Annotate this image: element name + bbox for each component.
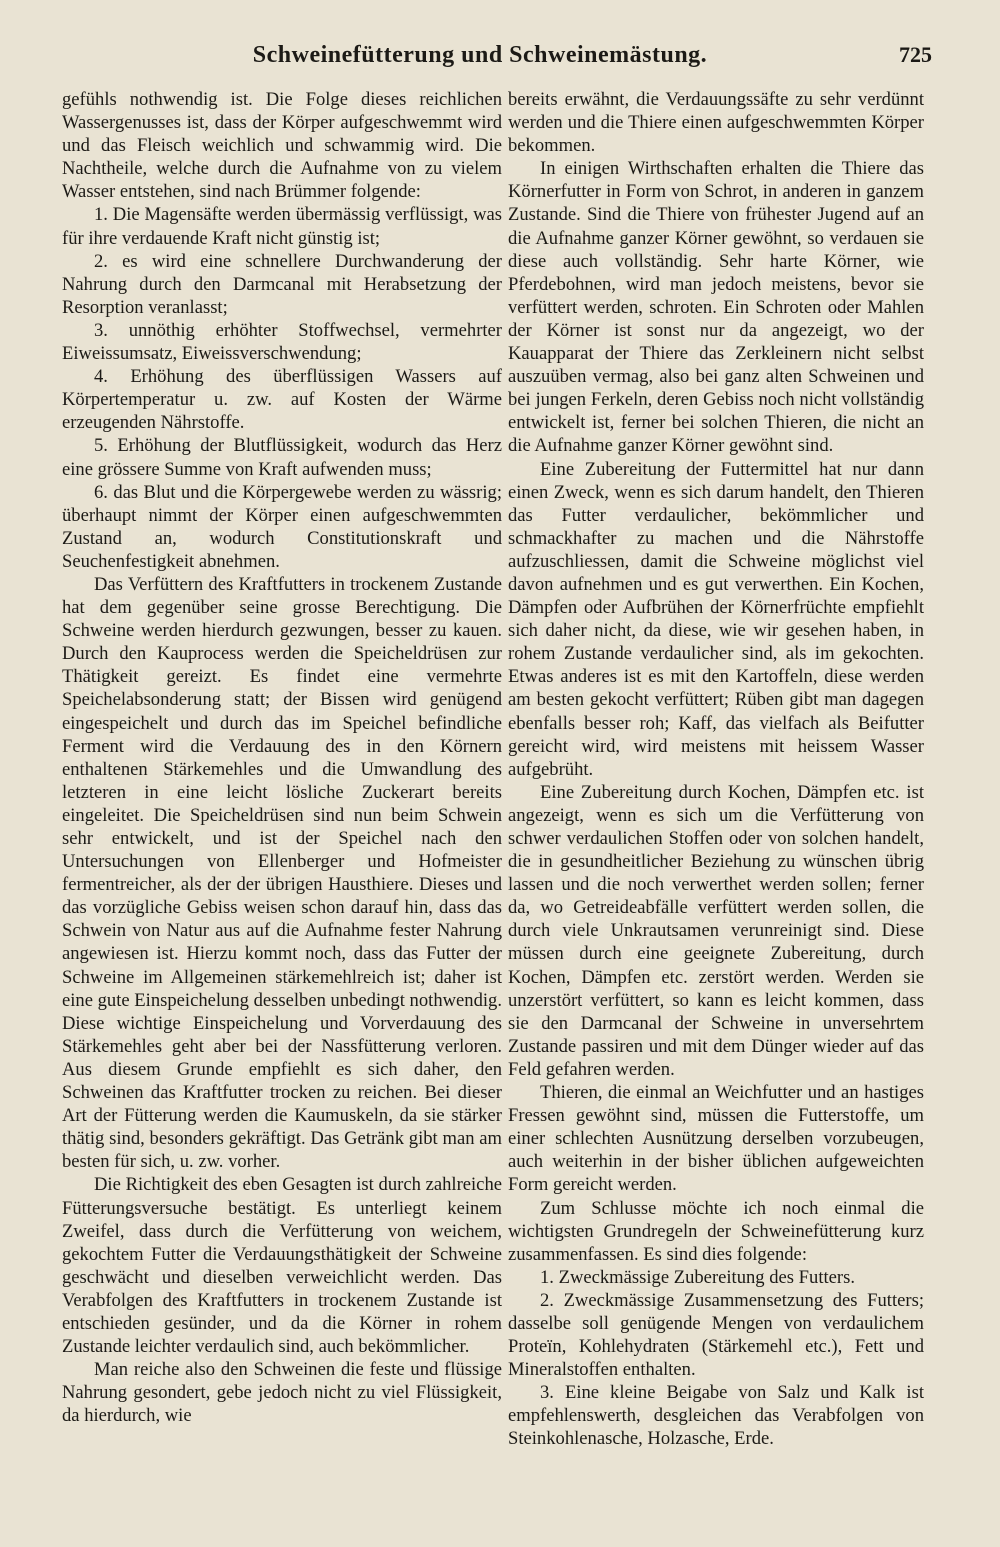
left-column [62,88,502,1427]
page-number: 725 [899,42,932,67]
running-head [0,30,1000,80]
paragraph: Man reiche also den Schweinen die feste und flüssige Nahrung gesondert, gebe jedoch nicht zu viel Flüssigkeit, da hierdurch, wie [62,1359,502,1427]
paragraph: Thieren, die einmal an Weichfutter und an hastiges Fressen gewöhnt sind, müssen die Futterstoffe, um einer schlechten Ausnützung derselben vorzubeugen, auch weiterhin in der bisher üblichen aufgeweichten Form gereicht werden. [508,1082,924,1196]
list-item: 2. Zweckmässige Zusammensetzung des Futters; dasselbe soll genügende Mengen von verdaulichem Proteïn, Kohlehydraten (Stärkemehl etc.), Fett und Mineralstoffen enthalten. [508,1289,924,1381]
list-item: 6. das Blut und die Körpergewebe werden zu wässrig; überhaupt nimmt der Körper einen aufgeschwemmten Zustand an, wodurch Constitutionskraft und Seuchenfestigkeit abnehmen. [62,481,502,572]
paragraph: Eine Zubereitung durch Kochen, Dämpfen etc. ist angezeigt, wenn es sich um die Verfütterung von schwer verdaulichen Stoffen oder von solchen handelt, die in gesundheitlicher Beziehung zu wünschen übrig lassen und die noch verwerthet werden sollen; ferner da, wo Getreideabfälle verfüttert werden sollen, die durch viele Unkrautsamen verunreinigt sind. Diese müssen durch eine geeignete Zubereitung, durch Kochen, Dämpfen etc. zerstört werden. Werden sie unzerstört verfüttert, so kann es leicht kommen, dass sie den Darmcanal der Schweine in unversehrtem Zustande passiren und mit dem Dünger wieder auf das Feld gefahren werden. [508,781,924,1080]
paragraph: Eine Zubereitung der Futtermittel hat nur dann einen Zweck, wenn es sich darum handelt, den Thieren das Futter verdaulicher, bekömmlicher und schmackhafter zu machen und die Nährstoffe aufzuschliessen, damit die Schweine möglichst viel davon aufnehmen und es gut verwerthen. Ein Kochen, Dämpfen oder Aufbrühen der Körnerfrüchte empfiehlt sich daher nicht, da diese, wie wir gesehen haben, in rohem Zustande verdaulicher sind, als im gekochten. Etwas anderes ist es mit den Kartoffeln, diese werden am besten gekocht verfüttert; Rüben gibt man dagegen ebenfalls besser roh; Kaff, das vielfach als Beifutter gereicht wird, wird meistens mit heissem Wasser aufgebrüht. [508,458,924,780]
list-item: 1. Die Magensäfte werden übermässig verflüssigt, was für ihre verdauende Kraft nicht günstig ist; [62,204,502,249]
list-item: 3. unnöthig erhöhter Stoffwechsel, vermehrter Eiweissumsatz, Eiweissverschwendung; [62,319,502,365]
list-item: 2. es wird eine schnellere Durchwanderung der Nahrung durch den Darmcanal mit Herabsetzung der Resorption veranlasst; [62,250,502,318]
list-item: 3. Eine kleine Beigabe von Salz und Kalk ist empfehlenswerth, desgleichen das Verabfolgen von Steinkohlenasche, Holzasche, Erde. [508,1382,924,1450]
page-title: Schweinefütterung und Schweinemästung. [252,42,708,68]
paragraph: gefühls nothwendig ist. Die Folge dieses reichlichen Wassergenusses ist, dass der Körper aufgeschwemmt wird und das Fleisch weichlich und schwammig wird. Die Nachtheile, welche durch die Aufnahme von zu vielem Wasser entstehen, sind nach Brümmer folgende: [62,89,502,203]
paragraph: bereits erwähnt, die Verdauungssäfte zu sehr verdünnt werden und die Thiere einen aufgeschwemmten Körper bekommen. [508,89,924,157]
list-item: 4. Erhöhung des überflüssigen Wassers auf Körpertemperatur u. zw. auf Kosten der Wärme erzeugenden Nährstoffe. [62,366,502,434]
list-item: 5. Erhöhung der Blutflüssigkeit, wodurch das Herz eine grössere Summe von Kraft aufwenden muss; [62,435,502,480]
paragraph: Zum Schlusse möchte ich noch einmal die wichtigsten Grundregeln der Schweinefütterung kurz zusammenfassen. Es sind dies folgende: [508,1197,924,1265]
paragraph: Die Richtigkeit des eben Gesagten ist durch zahlreiche Fütterungsversuche bestätigt. Es unterliegt keinem Zweifel, dass durch die Verfütterung von weichem, gekochtem Futter die Verdauungsthätigkeit der Schweine geschwächt und dieselben verweichlicht werden. Das Verabfolgen des Kraftfutters in trockenem Zustande ist entschieden gesünder, und da die Körner in rohem Zustande leichter verdaulich sind, auch bekömmlicher. [62,1174,502,1358]
paragraph: In einigen Wirthschaften erhalten die Thiere das Körnerfutter in Form von Schrot, in anderen in ganzem Zustande. Sind die Thiere von frühester Jugend auf an die Aufnahme ganzer Körner gewöhnt, so verdauen sie diese auch vollständig. Sehr harte Körner, wie Pferdebohnen, wird man jedoch meistens, bevor sie verfüttert werden, schroten. Ein Schroten oder Mahlen der Körner ist sonst nur da angezeigt, wo der Kauapparat der Thiere das Zerkleinern nicht selbst auszuüben vermag, also bei ganz alten Schweinen und bei jungen Ferkeln, deren Gebiss noch nicht vollständig entwickelt ist, ferner bei solchen Thieren, die nicht an die Aufnahme ganzer Körner gewöhnt sind. [508,158,924,457]
right-column [508,88,924,1451]
list-item: 1. Zweckmässige Zubereitung des Futters. [540,1266,855,1288]
paragraph: Das Verfüttern des Kraftfutters in trockenem Zustande hat dem gegenüber seine grosse Berechtigung. Die Schweine werden hierdurch gezwungen, besser zu kauen. Durch den Kauprocess werden die Speicheldrüsen zur Thätigkeit gereizt. Es findet eine vermehrte Speichelabsonderung statt; der Bissen wird genügend eingespeichelt und durch das im Speichel befindliche Ferment wird die Verdauung des in den Körnern enthaltenen Stärkemehles und die Umwandlung des letzteren in eine leicht lösliche Zuckerart bereits eingeleitet. Die Speicheldrüsen sind nun beim Schwein sehr entwickelt, und ist der Speichel nach den Untersuchungen von Ellenberger und Hofmeister fermentreicher, als der der übrigen Hausthiere. Dieses und das vorzügliche Gebiss weisen schon darauf hin, dass das Schwein von Natur aus auf die Aufnahme fester Nahrung angewiesen ist. Hierzu kommt noch, dass das Futter der Schweine im Allgemeinen stärkemehlreich ist; daher ist eine gute Einspeichelung desselben unbedingt nothwendig. Diese wichtige Einspeichelung und Vorverdauung des Stärkemehles geht aber bei der Nassfütterung verloren. Aus diesem Grunde empfiehlt es sich daher, den Schweinen das Kraftfutter trocken zu reichen. Bei dieser Art der Fütterung werden die Kaumuskeln, da sie stärker thätig sind, besonders gekräftigt. Das Getränk gibt man am besten für sich, u. zw. vorher. [62,573,502,1173]
